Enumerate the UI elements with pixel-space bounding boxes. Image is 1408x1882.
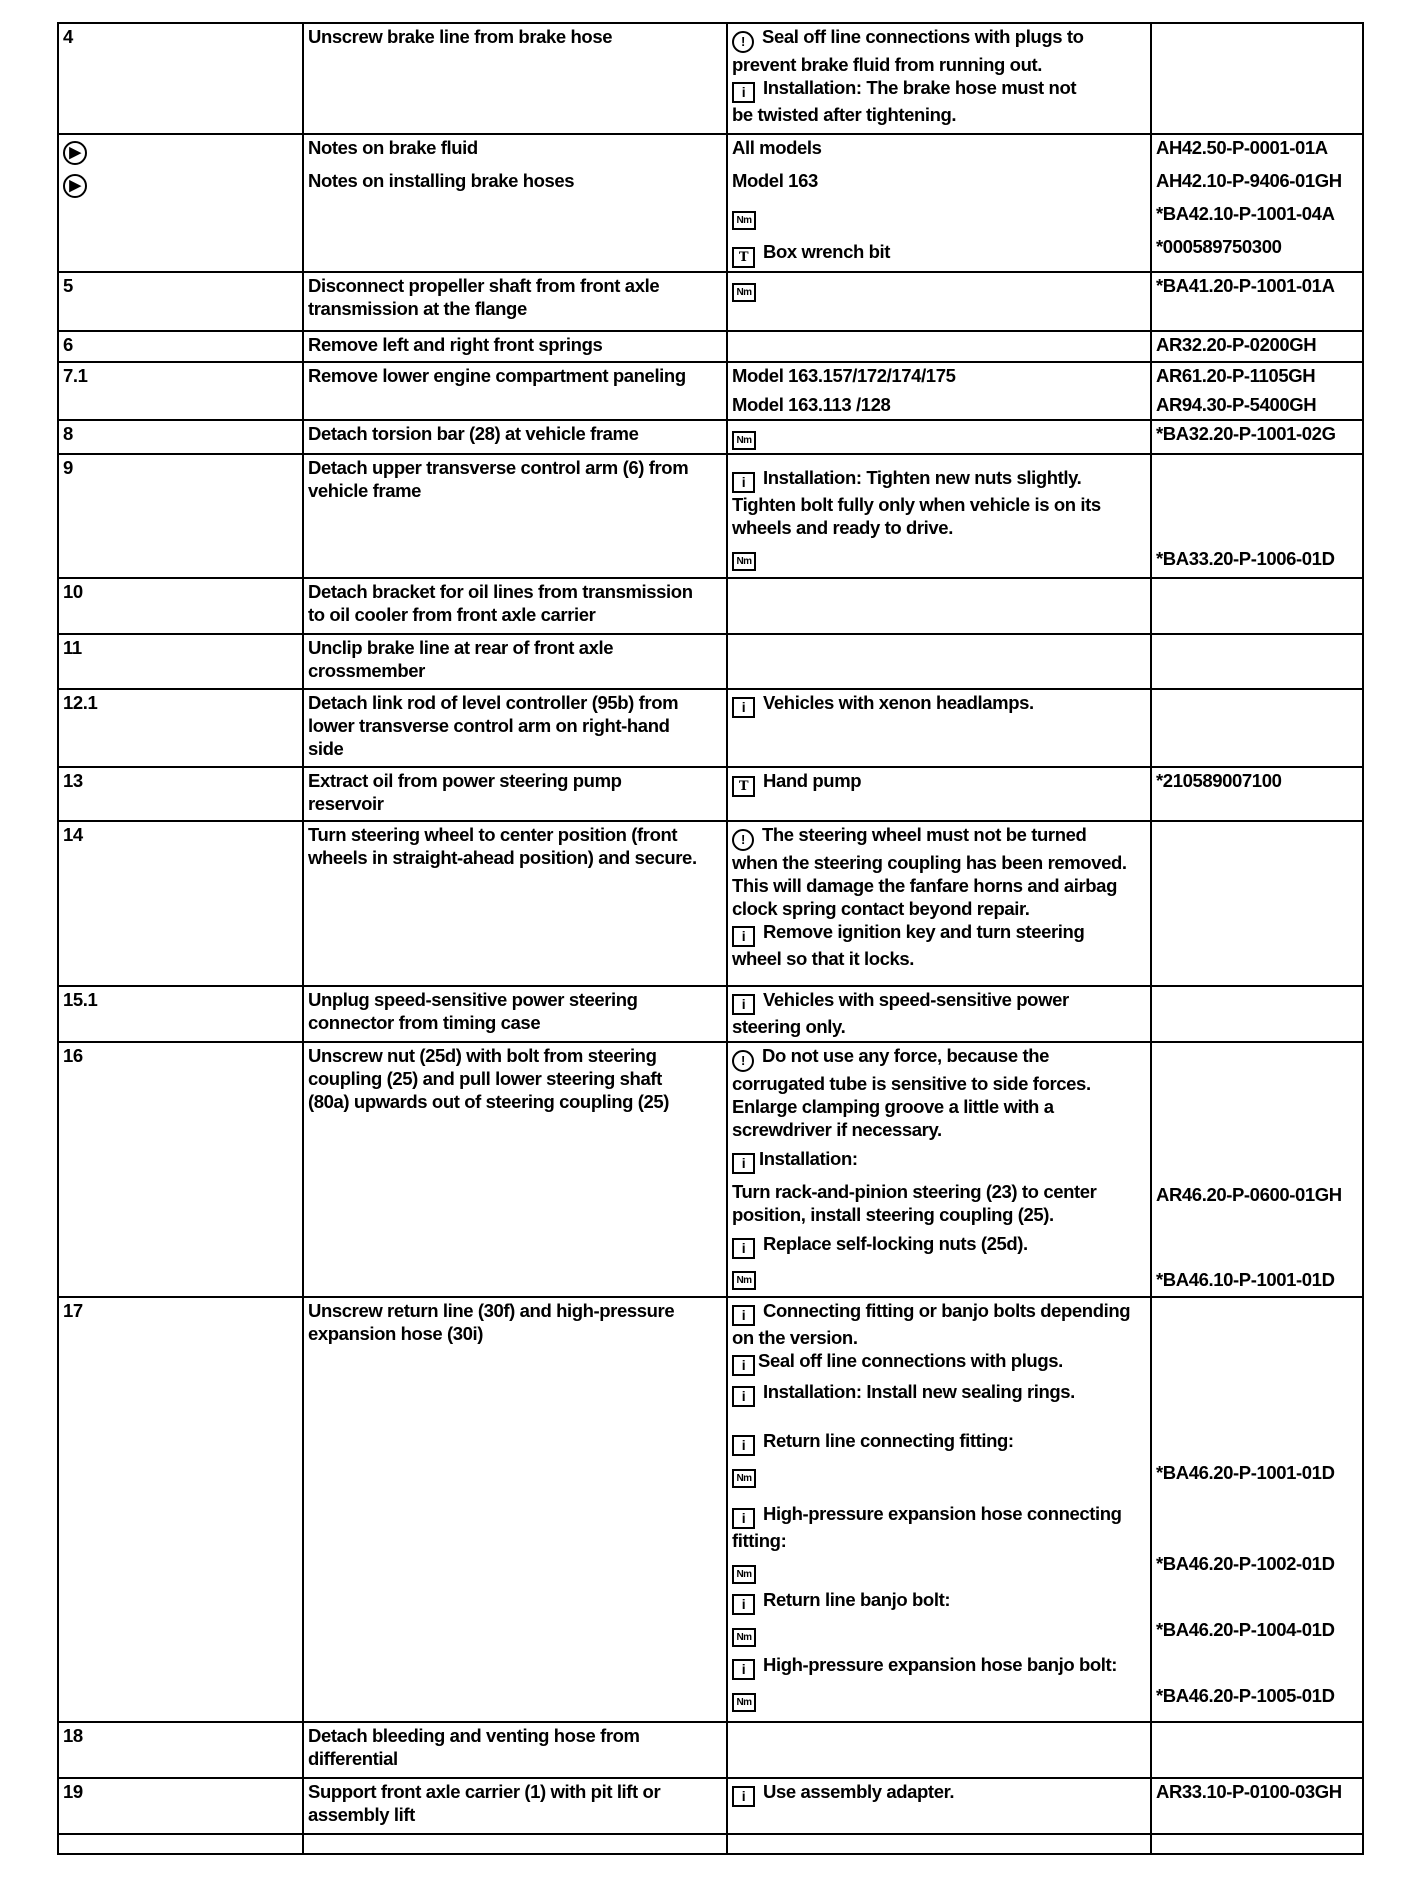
step-number: 18 xyxy=(58,1722,303,1778)
action-text: Unplug speed-sensitive power steering xyxy=(308,989,638,1010)
action-text: Detach bracket for oil lines from transmission xyxy=(308,581,693,602)
note-text: position, install steering coupling (25). xyxy=(732,1204,1054,1225)
note-text: Enlarge clamping groove a little with a xyxy=(732,1096,1054,1117)
step-action: Notes on installing brake hoses xyxy=(303,168,727,272)
step-action xyxy=(303,1297,727,1722)
reference-icon: ▶ xyxy=(63,174,87,198)
document-code xyxy=(1151,578,1363,634)
action-text: Extract oil from power steering pump xyxy=(308,770,622,791)
step-notes xyxy=(727,634,1151,689)
step-number: 13 xyxy=(58,767,303,821)
table-row xyxy=(58,986,1363,1042)
note-text: Connecting fitting or banjo bolts depending xyxy=(763,1300,1131,1321)
code-link[interactable]: *BA33.20-P-1006-01D xyxy=(1156,548,1335,569)
step-notes xyxy=(727,689,1151,767)
code-link[interactable]: *BA42.10-P-1001-04A xyxy=(1156,203,1335,224)
document-code xyxy=(1151,1722,1363,1778)
note-text: This will damage the fanfare horns and airbag xyxy=(732,875,1117,896)
code-link[interactable]: *BA46.20-P-1005-01D xyxy=(1156,1685,1335,1706)
table-row xyxy=(58,821,1363,986)
step-notes xyxy=(727,272,1151,331)
step-number: 6 xyxy=(58,331,303,362)
info-icon: i xyxy=(732,994,755,1015)
action-text: reservoir xyxy=(308,793,384,814)
note-text: Model 163.157/172/174/175 xyxy=(732,365,956,386)
procedure-table xyxy=(57,22,1364,1855)
note-text: Vehicles with speed-sensitive power xyxy=(763,989,1069,1010)
note-text: steering only. xyxy=(732,1016,846,1037)
table-row xyxy=(58,272,1363,331)
torque-icon: Nm xyxy=(732,211,756,230)
table-row xyxy=(58,23,1363,134)
table-row xyxy=(58,420,1363,454)
table-row-cutoff xyxy=(58,1834,1363,1854)
note-text: Do not use any force, because the xyxy=(762,1045,1049,1066)
step-notes xyxy=(727,767,1151,821)
note-text: prevent brake fluid from running out. xyxy=(732,54,1042,75)
step-number: 9 xyxy=(58,454,303,578)
note-text: Remove ignition key and turn steering xyxy=(763,921,1085,942)
step-number: 10 xyxy=(58,578,303,634)
tool-icon: T xyxy=(732,247,755,268)
tool-name: Hand pump xyxy=(763,770,862,791)
info-icon: i xyxy=(732,1386,755,1407)
note-text: wheels and ready to drive. xyxy=(732,517,953,538)
step-notes xyxy=(727,1834,1151,1854)
step-action: Remove lower engine compartment paneling xyxy=(303,362,727,420)
step-notes xyxy=(727,362,1151,420)
note-text: on the version. xyxy=(732,1327,858,1348)
step-action: Unscrew brake line from brake hose xyxy=(303,23,727,134)
note-text: Vehicles with xenon headlamps. xyxy=(763,692,1034,713)
code-link[interactable]: AR94.30-P-5400GH xyxy=(1156,394,1317,415)
info-icon: i xyxy=(732,1786,755,1807)
action-text: Support front axle carrier (1) with pit lift or xyxy=(308,1781,661,1802)
note-text: corrugated tube is sensitive to side forces. xyxy=(732,1073,1091,1094)
action-text: Unscrew nut (25d) with bolt from steering xyxy=(308,1045,657,1066)
warning-icon: ! xyxy=(732,31,754,53)
table-row xyxy=(58,362,1363,420)
action-text: lower transverse control arm on right-hand xyxy=(308,715,670,736)
code-link[interactable]: *BA46.20-P-1004-01D xyxy=(1156,1619,1335,1640)
step-number xyxy=(58,134,303,168)
document-code xyxy=(1151,689,1363,767)
torque-icon: Nm xyxy=(732,283,756,302)
code-link[interactable]: *BA46.20-P-1001-01D xyxy=(1156,1462,1335,1483)
note-text: wheel so that it locks. xyxy=(732,948,915,969)
step-action xyxy=(303,578,727,634)
step-notes xyxy=(727,1042,1151,1297)
document-code[interactable]: AR33.10-P-0100-03GH xyxy=(1151,1778,1363,1834)
info-icon: i xyxy=(732,82,755,103)
action-text: Unclip brake line at rear of front axle xyxy=(308,637,614,658)
note-text: Return line connecting fitting: xyxy=(763,1430,1014,1451)
action-text: side xyxy=(308,738,344,759)
table-row xyxy=(58,634,1363,689)
note-text: Installation: Tighten new nuts slightly. xyxy=(763,467,1082,488)
table-row xyxy=(58,1778,1363,1834)
document-code xyxy=(1151,168,1363,272)
note-text: clock spring contact beyond repair. xyxy=(732,898,1030,919)
step-action xyxy=(303,1722,727,1778)
note-text: Tighten bolt fully only when vehicle is on its xyxy=(732,494,1101,515)
step-number: 19 xyxy=(58,1778,303,1834)
document-code xyxy=(1151,986,1363,1042)
warning-icon: ! xyxy=(732,829,754,851)
note-text: Installation: Install new sealing rings. xyxy=(763,1381,1075,1402)
info-icon: i xyxy=(732,1435,755,1456)
torque-icon: Nm xyxy=(732,552,756,571)
step-action: Detach torsion bar (28) at vehicle frame xyxy=(303,420,727,454)
step-number: 14 xyxy=(58,821,303,986)
step-notes xyxy=(727,821,1151,986)
table-row xyxy=(58,767,1363,821)
action-text: Turn steering wheel to center position (front xyxy=(308,824,678,845)
note-text: Model 163 xyxy=(732,170,818,191)
step-action xyxy=(303,767,727,821)
table-row xyxy=(58,331,1363,362)
step-number: 8 xyxy=(58,420,303,454)
document-code xyxy=(1151,362,1363,420)
action-text: wheels in straight-ahead position) and secure. xyxy=(308,847,697,868)
step-notes xyxy=(727,331,1151,362)
torque-icon: Nm xyxy=(732,431,756,450)
document-code xyxy=(1151,454,1363,578)
torque-icon: Nm xyxy=(732,1628,756,1647)
step-number: 12.1 xyxy=(58,689,303,767)
note-text: be twisted after tightening. xyxy=(732,104,957,125)
code-link[interactable]: AR46.20-P-0600-01GH xyxy=(1156,1184,1342,1205)
note-text: Seal off line connections with plugs to xyxy=(762,26,1084,47)
action-text: Disconnect propeller shaft from front axle xyxy=(308,275,660,296)
torque-icon: Nm xyxy=(732,1469,756,1488)
step-number: 4 xyxy=(58,23,303,134)
note-text: High-pressure expansion hose banjo bolt: xyxy=(763,1654,1118,1675)
step-notes xyxy=(727,986,1151,1042)
step-notes xyxy=(727,454,1151,578)
step-number xyxy=(58,168,303,272)
code-link[interactable]: *BA46.20-P-1002-01D xyxy=(1156,1553,1335,1574)
action-text: coupling (25) and pull lower steering shaft xyxy=(308,1068,662,1089)
note-text: screwdriver if necessary. xyxy=(732,1119,942,1140)
torque-icon: Nm xyxy=(732,1271,756,1290)
torque-icon: Nm xyxy=(732,1565,756,1584)
step-notes xyxy=(727,420,1151,454)
info-icon: i xyxy=(732,1238,755,1259)
action-text: crossmember xyxy=(308,660,425,681)
document-code[interactable]: AH42.50-P-0001-01A xyxy=(1151,134,1363,168)
note-text: Use assembly adapter. xyxy=(763,1781,955,1802)
info-icon: i xyxy=(732,1355,755,1376)
document-code[interactable]: AR32.20-P-0200GH xyxy=(1151,331,1363,362)
step-action xyxy=(303,454,727,578)
action-text: (80a) upwards out of steering coupling (25) xyxy=(308,1091,670,1112)
table-row xyxy=(58,454,1363,578)
document-code xyxy=(1151,1042,1363,1297)
action-text: differential xyxy=(308,1748,398,1769)
note-text: Model 163.113 /128 xyxy=(732,394,891,415)
step-action xyxy=(303,986,727,1042)
action-text: expansion hose (30i) xyxy=(308,1323,483,1344)
note-text: Replace self-locking nuts (25d). xyxy=(763,1233,1028,1254)
table-row xyxy=(58,1042,1363,1297)
step-number: 15.1 xyxy=(58,986,303,1042)
info-icon: i xyxy=(732,926,755,947)
step-notes xyxy=(727,1297,1151,1722)
step-notes xyxy=(727,23,1151,134)
info-icon: i xyxy=(732,1508,755,1529)
step-action xyxy=(303,1778,727,1834)
reference-icon: ▶ xyxy=(63,141,87,165)
info-icon: i xyxy=(732,1594,755,1615)
info-icon: i xyxy=(732,697,755,718)
step-action xyxy=(303,689,727,767)
info-icon: i xyxy=(732,1153,755,1174)
table-row xyxy=(58,134,1363,168)
document-code[interactable]: *BA41.20-P-1001-01A xyxy=(1151,272,1363,331)
note-text: fitting: xyxy=(732,1530,787,1551)
note-text: when the steering coupling has been removed. xyxy=(732,852,1127,873)
note-text: Return line banjo bolt: xyxy=(763,1589,951,1610)
document-code xyxy=(1151,1297,1363,1722)
info-icon: i xyxy=(732,1659,755,1680)
table-row xyxy=(58,168,1363,272)
info-icon: i xyxy=(732,1305,755,1326)
step-number: 11 xyxy=(58,634,303,689)
note-text: High-pressure expansion hose connecting xyxy=(763,1503,1122,1524)
table-row xyxy=(58,578,1363,634)
document-code xyxy=(1151,1834,1363,1854)
step-notes: All models xyxy=(727,134,1151,168)
step-action: Notes on brake fluid xyxy=(303,134,727,168)
torque-icon: Nm xyxy=(732,1693,756,1712)
step-action xyxy=(303,1834,727,1854)
code-link[interactable]: AH42.10-P-9406-01GH xyxy=(1156,170,1342,191)
step-notes xyxy=(727,1722,1151,1778)
step-number: 7.1 xyxy=(58,362,303,420)
tool-icon: T xyxy=(732,776,755,797)
action-text: transmission at the flange xyxy=(308,298,527,319)
step-action xyxy=(303,634,727,689)
action-text: assembly lift xyxy=(308,1804,415,1825)
step-notes xyxy=(727,168,1151,272)
step-notes xyxy=(727,1778,1151,1834)
note-text: Turn rack-and-pinion steering (23) to center xyxy=(732,1181,1097,1202)
info-icon: i xyxy=(732,472,755,493)
step-number xyxy=(58,1834,303,1854)
action-text: Detach bleeding and venting hose from xyxy=(308,1725,640,1746)
document-code xyxy=(1151,821,1363,986)
note-text: Installation: The brake hose must not xyxy=(763,77,1077,98)
code-link[interactable]: *BA46.10-P-1001-01D xyxy=(1156,1269,1335,1290)
document-code xyxy=(1151,634,1363,689)
note-text: The steering wheel must not be turned xyxy=(762,824,1087,845)
action-text: Unscrew return line (30f) and high-pressure xyxy=(308,1300,675,1321)
step-action xyxy=(303,1042,727,1297)
action-text: to oil cooler from front axle carrier xyxy=(308,604,596,625)
step-number: 16 xyxy=(58,1042,303,1297)
note-text: Installation: xyxy=(759,1148,858,1169)
tool-name: Box wrench bit xyxy=(763,241,890,262)
step-number: 17 xyxy=(58,1297,303,1722)
document-code[interactable]: *BA32.20-P-1001-02G xyxy=(1151,420,1363,454)
step-number: 5 xyxy=(58,272,303,331)
step-notes xyxy=(727,578,1151,634)
step-action xyxy=(303,272,727,331)
table-row xyxy=(58,689,1363,767)
step-action: Remove left and right front springs xyxy=(303,331,727,362)
note-text: Seal off line connections with plugs. xyxy=(758,1350,1063,1371)
table-row xyxy=(58,1297,1363,1722)
action-text: Detach upper transverse control arm (6) from xyxy=(308,457,689,478)
tool-number: *000589750300 xyxy=(1156,236,1282,257)
warning-icon: ! xyxy=(732,1050,754,1072)
table-row xyxy=(58,1722,1363,1778)
action-text: vehicle frame xyxy=(308,480,422,501)
code-link[interactable]: AR61.20-P-1105GH xyxy=(1156,365,1316,386)
action-text: connector from timing case xyxy=(308,1012,541,1033)
action-text: Detach link rod of level controller (95b) from xyxy=(308,692,679,713)
document-code: *210589007100 xyxy=(1151,767,1363,821)
document-code xyxy=(1151,23,1363,134)
step-action xyxy=(303,821,727,986)
